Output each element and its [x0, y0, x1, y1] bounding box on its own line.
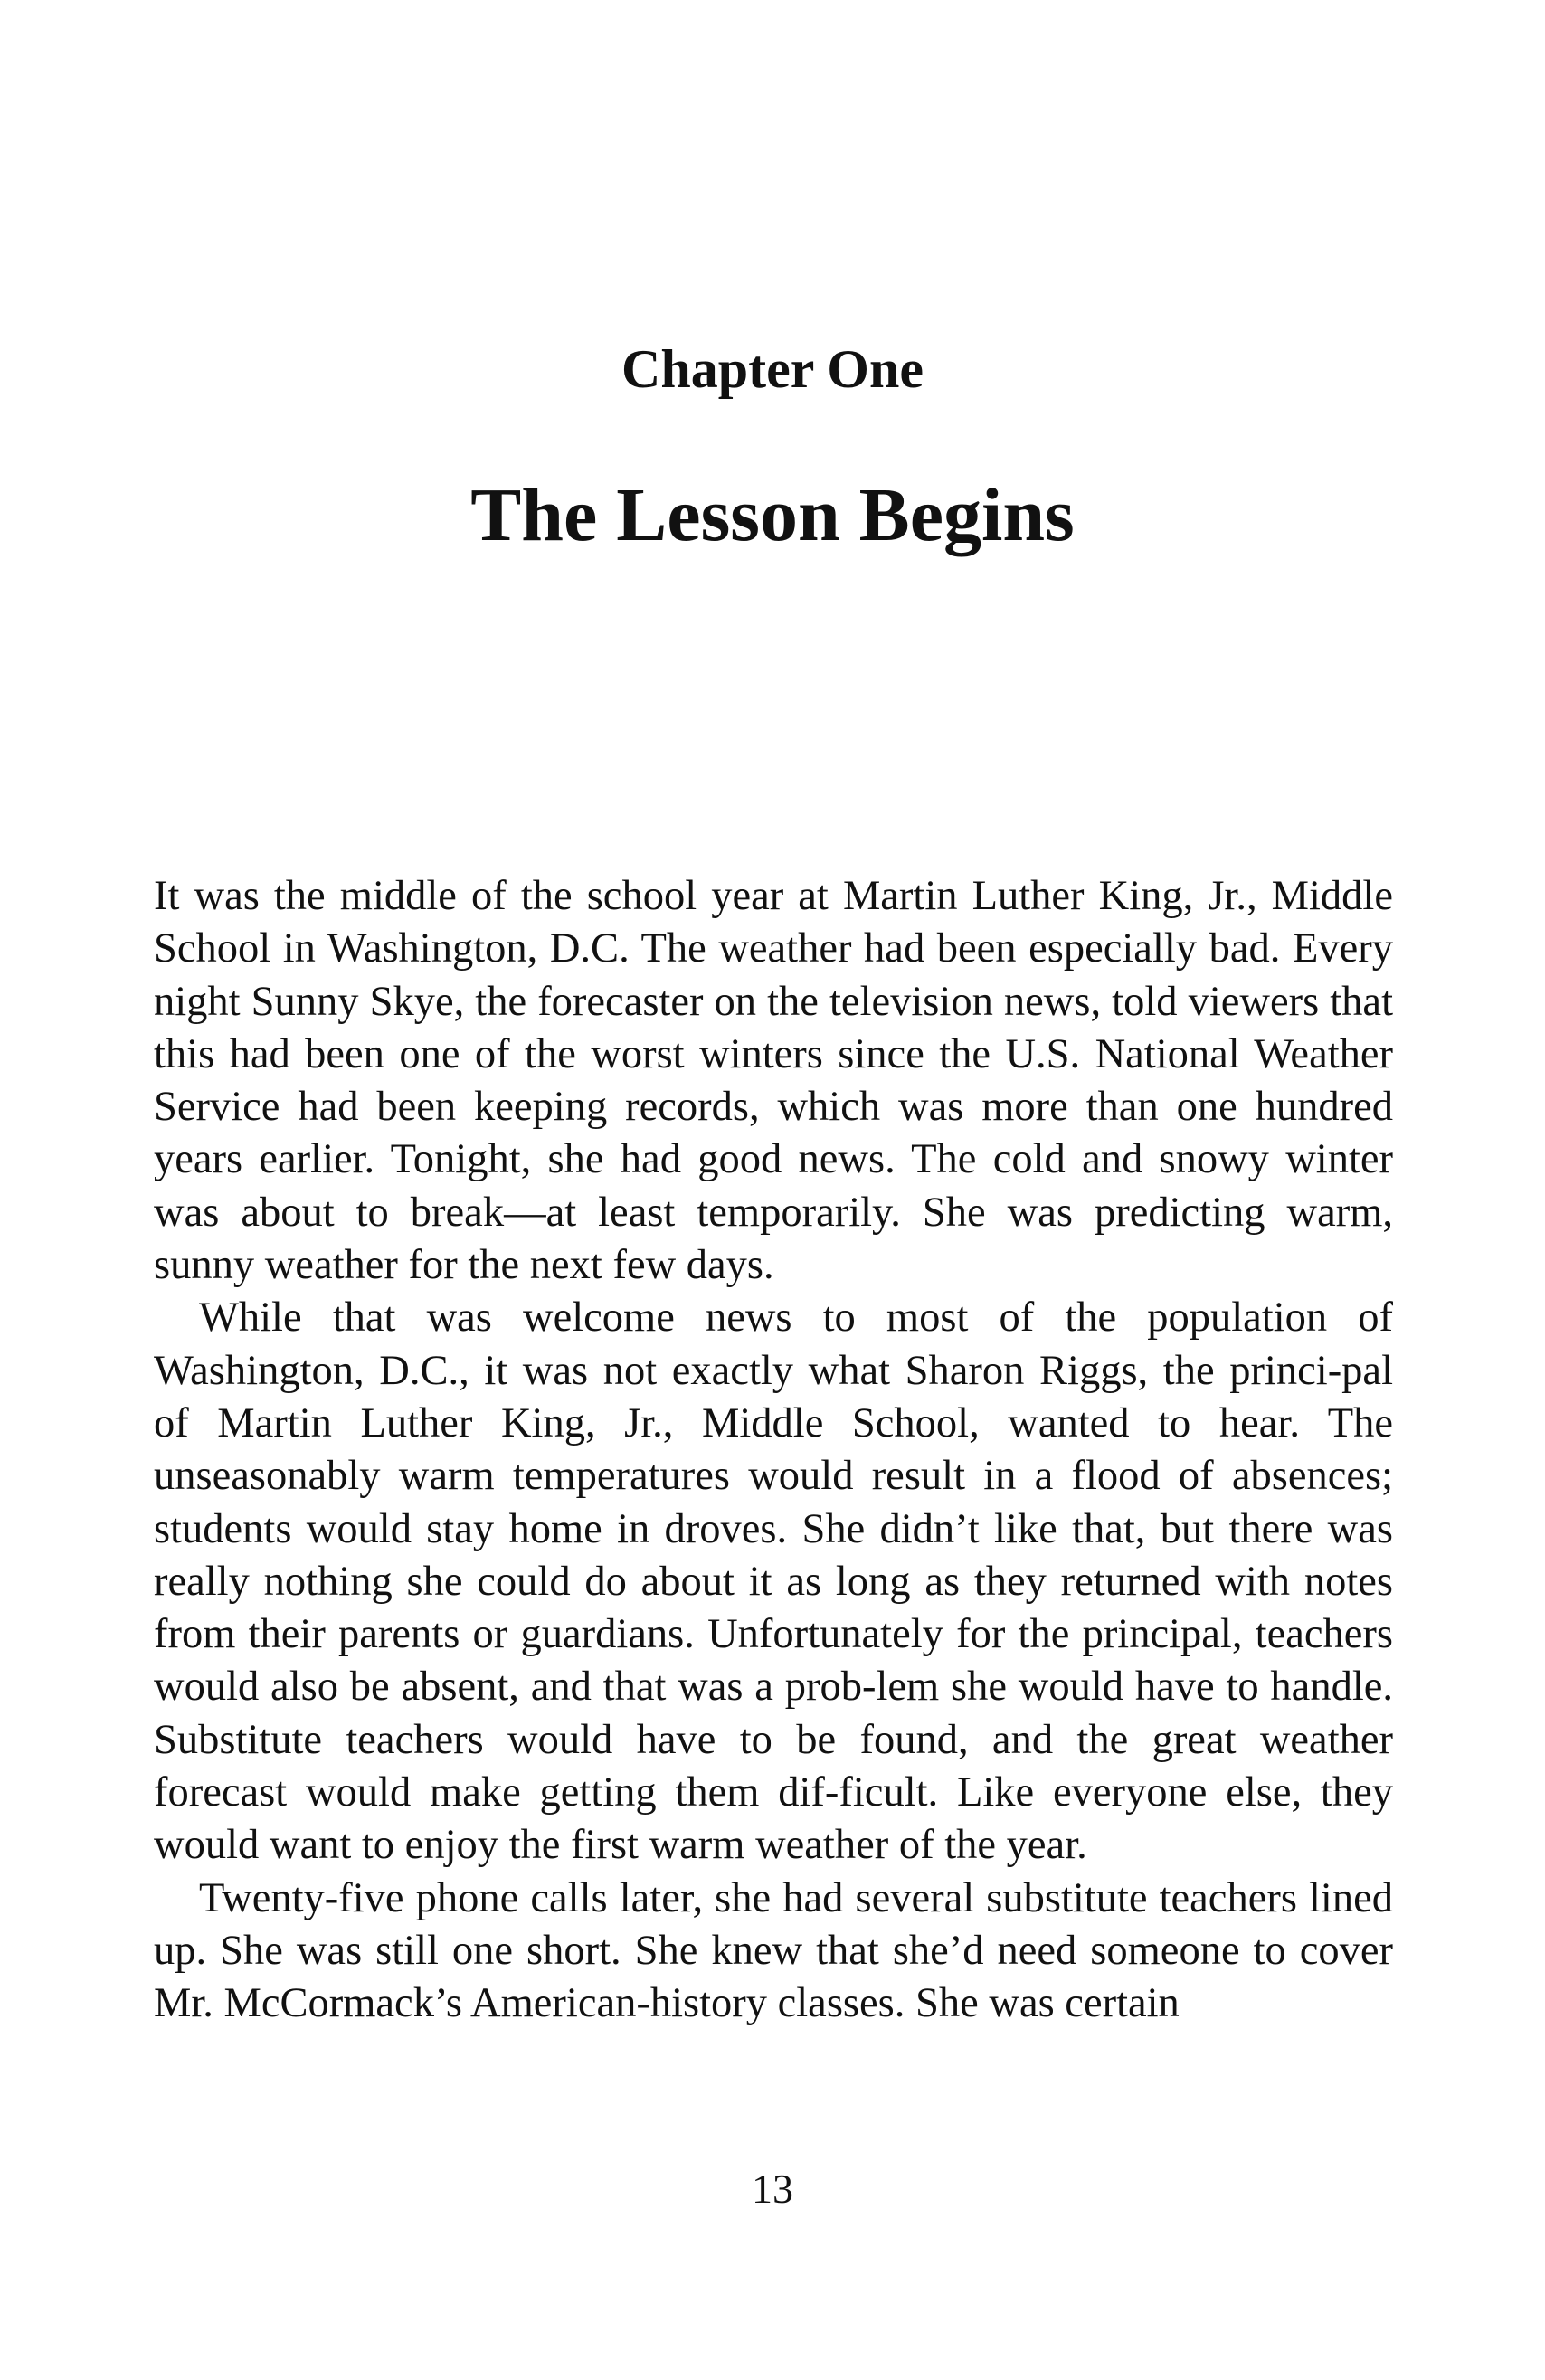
paragraph-2: While that was welcome news to most of the population of Washington, D.C., it was not exactly what Sharon Riggs, the princi-pal of Martin Luther King, Jr., Middle School, wanted to hear. The unseasonably warm temperatures would result in a flood of absences; students would stay home in droves. She didn’t like that, but there was really nothing she could do about it as long as they returned with notes from their parents or guardians. Unfortunately for the principal, teachers would also be absent, and that was a prob-lem she would have to handle. Substitute teachers would have to be found, and the great weather forecast would make getting them dif-ficult. Like everyone else, they would want to enjoy the first warm weather of the year.	[154, 1294, 1393, 1869]
body-text	[154, 870, 1393, 2031]
chapter-title: The Lesson Begins	[470, 473, 1075, 557]
chapter-label: Chapter One	[621, 339, 924, 399]
paragraph-1: It was the middle of the school year at Martin Luther King, Jr., Middle School in Washington, D.C. The weather had been especially bad. Every night Sunny Skye, the forecaster on the television news, told viewers that this had been one of the worst winters since the U.S. National Weather Service had been keeping records, which was more than one hundred years earlier. Tonight, she had good news. The cold and snowy winter was about to break—at least temporarily. She was predicting warm, sunny weather for the next few days.	[154, 873, 1393, 1289]
paragraph-3: Twenty-five phone calls later, she had several substitute teachers lined up. She was still one short. She knew that she’d need someone to cover Mr. McCormack’s American-history classes. She was certain	[154, 1874, 1393, 2027]
page-number: 13	[752, 2166, 793, 2212]
